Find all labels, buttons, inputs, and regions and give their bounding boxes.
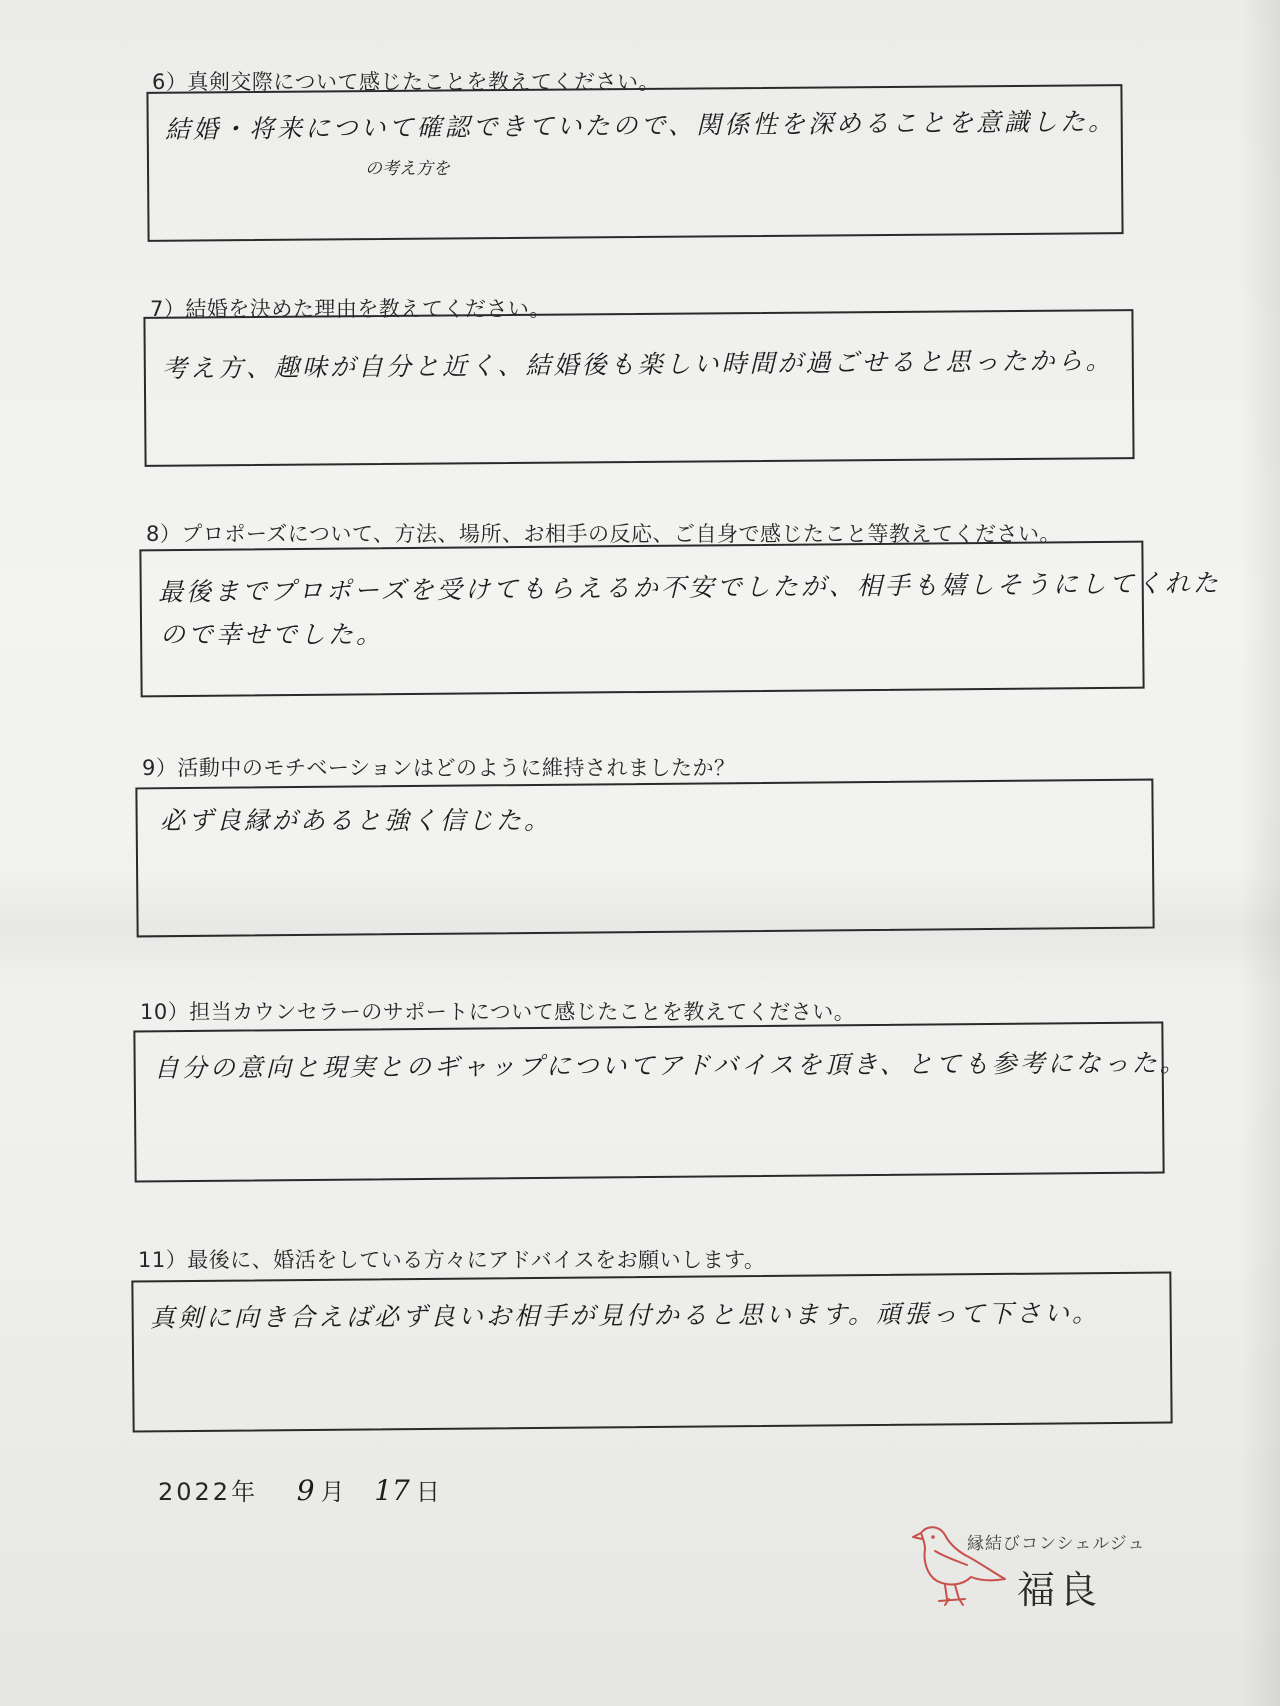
date-day: 17 bbox=[374, 1474, 410, 1507]
question-9-label: 9）活動中のモチベーションはどのように維持されましたか？ bbox=[142, 756, 736, 780]
answer-7-text: 考え方、趣味が自分と近く、結婚後も楽しい時間が過ごせると思ったから。 bbox=[161, 345, 1114, 384]
answer-8-line-1: 最後までプロポーズを受けてもらえるか不安でしたが、相手も嬉しそうにしてくれた bbox=[157, 568, 1221, 607]
answer-6-insertion: の考え方を bbox=[365, 159, 450, 179]
right-edge-shadow bbox=[1240, 0, 1280, 1706]
answer-6-text: 結婚・将来について確認できていたので、関係性を深めることを意識した。 bbox=[164, 106, 1117, 145]
answer-8-line-2: ので幸せでした。 bbox=[160, 620, 385, 649]
stamp-name: 福良 bbox=[1017, 1568, 1102, 1612]
answer-9-text: 必ず良縁があると強く信じた。 bbox=[160, 806, 553, 835]
question-6-label: 6）真剣交際について感じたことを教えてください。 bbox=[152, 70, 660, 94]
question-10-label: 10）担当カウンセラーのサポートについて感じたことを教えてください。 bbox=[140, 1000, 856, 1024]
question-7-label: 7）結婚を決めた理由を教えてください。 bbox=[150, 297, 551, 321]
date-day-unit: 日 bbox=[415, 1478, 440, 1506]
signature-date bbox=[158, 1472, 440, 1507]
date-year: 2022 bbox=[158, 1478, 232, 1506]
date-month-unit: 月 bbox=[320, 1478, 345, 1506]
answer-11-text: 真剣に向き合えば必ず良いお相手が見付かると思います。頑張って下さい。 bbox=[149, 1298, 1101, 1333]
agency-stamp bbox=[905, 1515, 1185, 1615]
answer-box-7 bbox=[143, 309, 1134, 467]
date-year-unit: 年 bbox=[231, 1478, 256, 1506]
date-month: 9 bbox=[296, 1474, 315, 1507]
stamp-tagline: 縁結びコンシェルジュ bbox=[967, 1534, 1146, 1554]
question-11-label: 11）最後に、婚活をしている方々にアドバイスをお願いします。 bbox=[138, 1248, 766, 1272]
question-8-label: 8）プロポーズについて、方法、場所、お相手の反応、ご自身で感じたこと等教えてください。 bbox=[146, 522, 1061, 546]
answer-10-text: 自分の意向と現実とのギャップについてアドバイスを頂き、とても参考になった。 bbox=[153, 1048, 1188, 1083]
